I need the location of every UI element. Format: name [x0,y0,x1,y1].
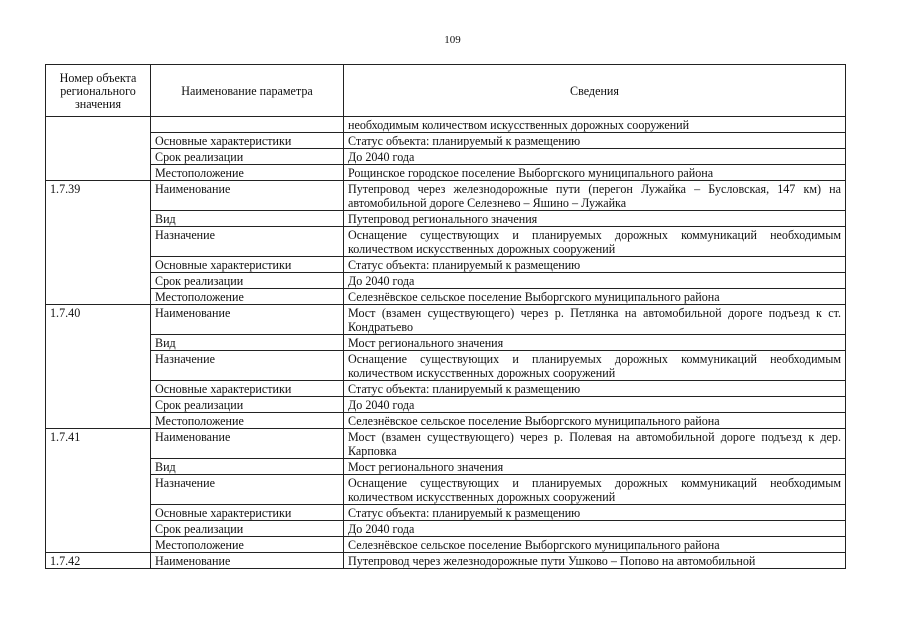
table-row [46,181,846,211]
value-cell: Селезнёвское сельское поселение Выборгского муниципального района [344,413,846,429]
table-row [46,413,846,429]
table-header-row [46,65,846,117]
table-row [46,429,846,459]
parameter-cell: Назначение [151,227,344,257]
parameter-cell: Местоположение [151,289,344,305]
header-number-line: регионального [60,83,136,98]
parameter-cell: Срок реализации [151,149,344,165]
value-cell: До 2040 года [344,273,846,289]
table-row [46,227,846,257]
value-cell: Путепровод через железнодорожные пути Ушково – Попово на автомобильной [344,553,846,569]
value-cell: До 2040 года [344,149,846,165]
value-cell: Мост регионального значения [344,335,846,351]
table-row [46,305,846,335]
table-row [46,133,846,149]
table-row [46,537,846,553]
object-number-cell: 1.7.39 [46,181,151,305]
object-number-cell: 1.7.42 [46,553,151,569]
table-row [46,273,846,289]
object-number-cell: 1.7.41 [46,429,151,553]
object-number-cell: 1.7.40 [46,305,151,429]
table-row [46,351,846,381]
header-number-line: значения [74,96,122,111]
object-number-cell [46,117,151,181]
value-cell: Статус объекта: планируемый к размещению [344,133,846,149]
parameter-cell: Вид [151,211,344,227]
table-row [46,475,846,505]
table-row [46,381,846,397]
value-cell: необходимым количеством искусственных дорожных сооружений [344,117,846,133]
table-row [46,117,846,133]
header-information: Сведения [344,65,846,117]
table-row [46,553,846,569]
page-number: 109 [444,34,461,46]
parameter-cell: Вид [151,335,344,351]
table-row [46,397,846,413]
value-cell: Мост (взамен существующего) через р. Полевая на автомобильной дороге подъезд к дер. Карповка [344,429,846,459]
value-cell: Путепровод регионального значения [344,211,846,227]
parameter-cell: Местоположение [151,165,344,181]
parameter-cell: Основные характеристики [151,133,344,149]
value-cell: До 2040 года [344,521,846,537]
value-cell: Мост регионального значения [344,459,846,475]
value-cell: Оснащение существующих и планируемых дорожных коммуникаций необходимым количеством искусственных дорожных сооружений [344,227,846,257]
parameter-cell: Назначение [151,351,344,381]
header-number-line: Номер объекта [59,70,137,85]
parameter-cell: Наименование [151,181,344,211]
table-row [46,459,846,475]
parameter-cell: Наименование [151,305,344,335]
parameter-cell: Основные характеристики [151,257,344,273]
value-cell: Статус объекта: планируемый к размещению [344,381,846,397]
parameter-cell: Основные характеристики [151,505,344,521]
table-row [46,505,846,521]
value-cell: Путепровод через железнодорожные пути (перегон Лужайка – Бусловская, 147 км) на автомобильной дороге Селезнево – Яшино – Лужайка [344,181,846,211]
objects-table [45,64,846,569]
table-row [46,521,846,537]
parameter-cell: Вид [151,459,344,475]
value-cell: Селезнёвское сельское поселение Выборгского муниципального района [344,537,846,553]
value-cell: До 2040 года [344,397,846,413]
table-row [46,335,846,351]
parameter-cell: Срок реализации [151,273,344,289]
header-parameter-name: Наименование параметра [151,65,344,117]
table-row [46,211,846,227]
parameter-cell: Основные характеристики [151,381,344,397]
parameter-cell: Местоположение [151,537,344,553]
value-cell: Статус объекта: планируемый к размещению [344,257,846,273]
table-row [46,149,846,165]
value-cell: Селезнёвское сельское поселение Выборгского муниципального района [344,289,846,305]
parameter-cell: Срок реализации [151,521,344,537]
parameter-cell: Местоположение [151,413,344,429]
value-cell: Оснащение существующих и планируемых дорожных коммуникаций необходимым количеством искусственных дорожных сооружений [344,475,846,505]
table-row [46,289,846,305]
parameter-cell: Срок реализации [151,397,344,413]
table-row [46,257,846,273]
value-cell: Оснащение существующих и планируемых дорожных коммуникаций необходимым количеством искусственных дорожных сооружений [344,351,846,381]
table-row [46,165,846,181]
parameter-cell: Назначение [151,475,344,505]
parameter-cell [151,117,344,133]
header-object-number [46,65,151,117]
value-cell: Статус объекта: планируемый к размещению [344,505,846,521]
parameter-cell: Наименование [151,429,344,459]
value-cell: Мост (взамен существующего) через р. Петлянка на автомобильной дороге подъезд к ст. Кондратьево [344,305,846,335]
parameter-cell: Наименование [151,553,344,569]
value-cell: Рощинское городское поселение Выборгского муниципального района [344,165,846,181]
